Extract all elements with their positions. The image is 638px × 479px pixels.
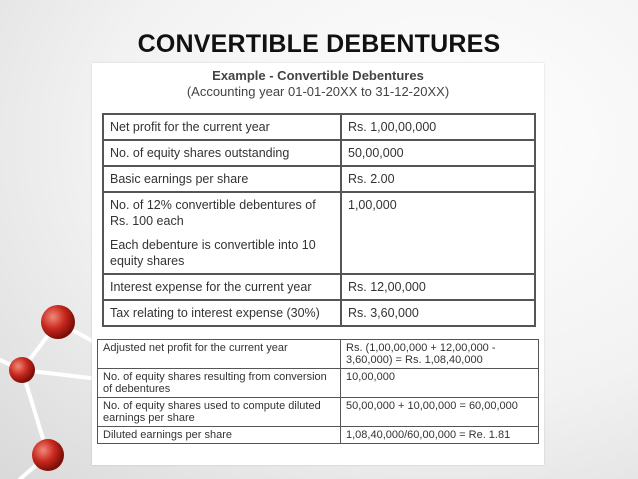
row-label: Basic earnings per share xyxy=(103,166,341,192)
table-row xyxy=(98,369,539,398)
table-row xyxy=(98,340,539,369)
table-row xyxy=(103,192,535,274)
example-title: Example - Convertible Debentures xyxy=(212,68,424,83)
row-label: Interest expense for the current year xyxy=(103,274,341,300)
computation-table xyxy=(97,339,539,444)
example-subtitle: (Accounting year 01-01-20XX to 31-12-20XX) xyxy=(186,84,450,99)
row-value: Rs. 3,60,000 xyxy=(341,300,535,326)
row-value: 10,00,000 xyxy=(341,369,539,398)
table-row xyxy=(103,114,535,140)
table-row xyxy=(103,140,535,166)
example-sheet xyxy=(92,63,544,465)
row-label: No. of equity shares resulting from conversion of debentures xyxy=(98,369,341,398)
row-label: No. of 12% convertible debentures of Rs. 100 each xyxy=(110,198,316,228)
row-value: 1,08,40,000/60,00,000 = Re. 1.81 xyxy=(341,427,539,444)
row-value: Rs. 2.00 xyxy=(341,166,535,192)
row-label-note: Each debenture is convertible into 10 equity shares xyxy=(110,238,316,268)
slide-title: CONVERTIBLE DEBENTURES xyxy=(137,30,501,58)
table-row xyxy=(98,427,539,444)
table-row xyxy=(103,274,535,300)
table-row xyxy=(98,398,539,427)
row-value: Rs. 1,00,00,000 xyxy=(341,114,535,140)
row-label: No. of equity shares outstanding xyxy=(103,140,341,166)
row-value: Rs. (1,00,00,000 + 12,00,000 - 3,60,000) = Rs. 1,08,40,000 xyxy=(341,340,539,369)
row-label: Adjusted net profit for the current year xyxy=(98,340,341,369)
row-value: 50,00,000 + 10,00,000 = 60,00,000 xyxy=(341,398,539,427)
table-row xyxy=(103,300,535,326)
row-value: Rs. 12,00,000 xyxy=(341,274,535,300)
given-data-table xyxy=(102,113,536,327)
row-label: No. of equity shares used to compute diluted earnings per share xyxy=(98,398,341,427)
table-row xyxy=(103,166,535,192)
row-label: Diluted earnings per share xyxy=(98,427,341,444)
row-value: 50,00,000 xyxy=(341,140,535,166)
row-value: 1,00,000 xyxy=(341,192,535,274)
row-label: Tax relating to interest expense (30%) xyxy=(103,300,341,326)
row-label: Net profit for the current year xyxy=(103,114,341,140)
row-label-group xyxy=(103,192,341,274)
